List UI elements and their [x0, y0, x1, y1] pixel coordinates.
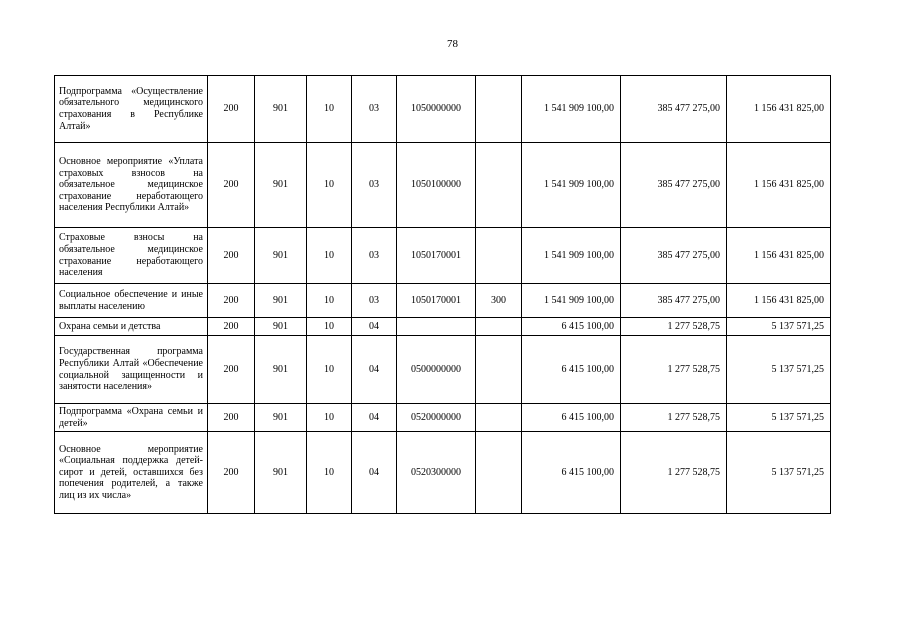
amount-1-cell: 6 415 100,00	[522, 318, 621, 336]
ministry-code-cell: 901	[255, 318, 307, 336]
subsection-code-cell: 03	[352, 143, 397, 228]
subsection-code-cell: 04	[352, 318, 397, 336]
target-article-cell: 1050000000	[397, 76, 476, 143]
amount-1-cell: 6 415 100,00	[522, 404, 621, 432]
admin-code-cell: 200	[208, 228, 255, 284]
ministry-code-cell: 901	[255, 432, 307, 514]
budget-table-body	[55, 76, 831, 514]
amount-2-cell: 1 277 528,75	[621, 336, 727, 404]
admin-code-cell: 200	[208, 76, 255, 143]
section-code-cell: 10	[307, 76, 352, 143]
expense-kind-cell	[476, 76, 522, 143]
target-article-cell: 0500000000	[397, 336, 476, 404]
expense-kind-cell	[476, 336, 522, 404]
amount-1-cell: 1 541 909 100,00	[522, 143, 621, 228]
admin-code-cell: 200	[208, 432, 255, 514]
subsection-code-cell: 04	[352, 432, 397, 514]
amount-2-cell: 385 477 275,00	[621, 76, 727, 143]
row-name-cell: Подпрограмма «Осуществление обязательного медицинского страхования в Республике Алтай»	[55, 76, 208, 143]
expense-kind-cell	[476, 228, 522, 284]
expense-kind-cell	[476, 143, 522, 228]
admin-code-cell: 200	[208, 336, 255, 404]
ministry-code-cell: 901	[255, 336, 307, 404]
ministry-code-cell: 901	[255, 143, 307, 228]
target-article-cell: 1050100000	[397, 143, 476, 228]
row-name-cell: Охрана семьи и детства	[55, 318, 208, 336]
expense-kind-cell	[476, 404, 522, 432]
row-name-cell: Подпрограмма «Охрана семьи и детей»	[55, 404, 208, 432]
table-row	[55, 143, 831, 228]
amount-3-cell: 1 156 431 825,00	[727, 284, 831, 318]
subsection-code-cell: 03	[352, 284, 397, 318]
table-row	[55, 404, 831, 432]
row-name-cell: Основное мероприятие «Уплата страховых взносов на обязательное медицинское страхование неработающего населения Республики Алтай»	[55, 143, 208, 228]
table-row	[55, 228, 831, 284]
row-name-cell: Основное мероприятие «Социальная поддержка детей-сирот и детей, оставшихся без попечения родителей, а также лиц из их числа»	[55, 432, 208, 514]
section-code-cell: 10	[307, 228, 352, 284]
admin-code-cell: 200	[208, 404, 255, 432]
table-row	[55, 336, 831, 404]
subsection-code-cell: 04	[352, 404, 397, 432]
amount-3-cell: 5 137 571,25	[727, 336, 831, 404]
amount-3-cell: 5 137 571,25	[727, 432, 831, 514]
table-row	[55, 318, 831, 336]
amount-2-cell: 1 277 528,75	[621, 404, 727, 432]
amount-2-cell: 385 477 275,00	[621, 284, 727, 318]
target-article-cell	[397, 318, 476, 336]
row-name-cell: Государственная программа Республики Алтай «Обеспечение социальной защищенности и занятости населения»	[55, 336, 208, 404]
admin-code-cell: 200	[208, 318, 255, 336]
table-row	[55, 76, 831, 143]
amount-3-cell: 1 156 431 825,00	[727, 143, 831, 228]
row-name-cell: Социальное обеспечение и иные выплаты населению	[55, 284, 208, 318]
expense-kind-cell: 300	[476, 284, 522, 318]
amount-2-cell: 1 277 528,75	[621, 432, 727, 514]
admin-code-cell: 200	[208, 143, 255, 228]
section-code-cell: 10	[307, 318, 352, 336]
ministry-code-cell: 901	[255, 76, 307, 143]
amount-3-cell: 1 156 431 825,00	[727, 228, 831, 284]
amount-3-cell: 5 137 571,25	[727, 318, 831, 336]
amount-1-cell: 1 541 909 100,00	[522, 284, 621, 318]
subsection-code-cell: 03	[352, 228, 397, 284]
ministry-code-cell: 901	[255, 284, 307, 318]
target-article-cell: 0520000000	[397, 404, 476, 432]
budget-table	[54, 75, 831, 514]
amount-2-cell: 1 277 528,75	[621, 318, 727, 336]
target-article-cell: 1050170001	[397, 228, 476, 284]
expense-kind-cell	[476, 318, 522, 336]
target-article-cell: 0520300000	[397, 432, 476, 514]
amount-1-cell: 1 541 909 100,00	[522, 228, 621, 284]
amount-1-cell: 6 415 100,00	[522, 336, 621, 404]
subsection-code-cell: 03	[352, 76, 397, 143]
amount-2-cell: 385 477 275,00	[621, 228, 727, 284]
section-code-cell: 10	[307, 284, 352, 318]
amount-1-cell: 6 415 100,00	[522, 432, 621, 514]
section-code-cell: 10	[307, 432, 352, 514]
amount-3-cell: 1 156 431 825,00	[727, 76, 831, 143]
amount-2-cell: 385 477 275,00	[621, 143, 727, 228]
subsection-code-cell: 04	[352, 336, 397, 404]
section-code-cell: 10	[307, 143, 352, 228]
ministry-code-cell: 901	[255, 228, 307, 284]
page-number: 78	[447, 38, 458, 50]
section-code-cell: 10	[307, 404, 352, 432]
table-row	[55, 284, 831, 318]
amount-3-cell: 5 137 571,25	[727, 404, 831, 432]
row-name-cell: Страховые взносы на обязательное медицинское страхование неработающего населения	[55, 228, 208, 284]
ministry-code-cell: 901	[255, 404, 307, 432]
section-code-cell: 10	[307, 336, 352, 404]
amount-1-cell: 1 541 909 100,00	[522, 76, 621, 143]
expense-kind-cell	[476, 432, 522, 514]
table-row	[55, 432, 831, 514]
target-article-cell: 1050170001	[397, 284, 476, 318]
admin-code-cell: 200	[208, 284, 255, 318]
